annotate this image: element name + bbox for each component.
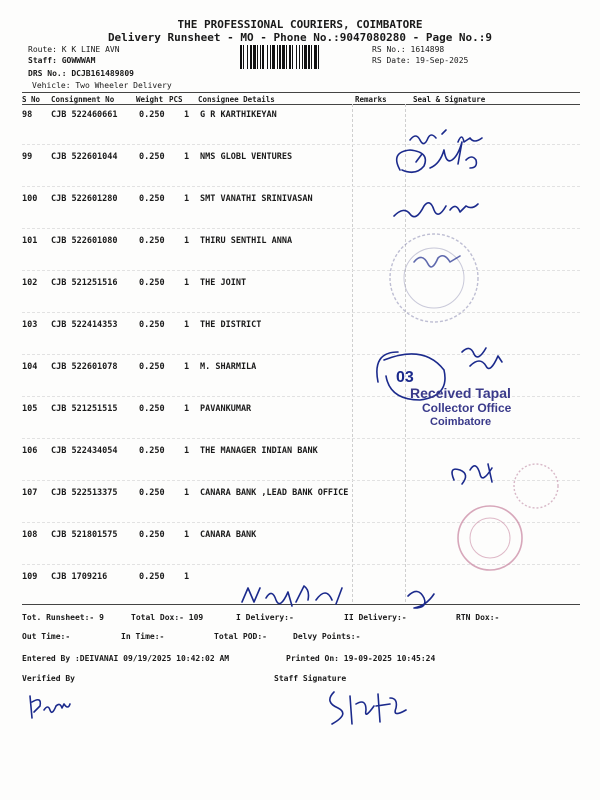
tot-runsheet: Tot. Runsheet:- 9: [22, 613, 104, 622]
total-dox: Total Dox:- 109: [131, 613, 204, 622]
seal-stamp-faded: [374, 232, 524, 332]
rs-number: RS No.: 1614898: [372, 45, 445, 54]
row-pcs: 1: [184, 572, 190, 582]
row-sno: 105: [22, 404, 38, 414]
row-weight: 0.250: [139, 152, 165, 162]
row-pcs: 1: [184, 278, 190, 288]
header-bottom-rule: [22, 104, 580, 105]
row-consignment: CJB 521251515: [51, 404, 118, 414]
row-consignee: THE MANAGER INDIAN BANK: [200, 446, 318, 456]
row-weight: 0.250: [139, 194, 165, 204]
barcode-bar: [272, 45, 275, 69]
row-sno: 107: [22, 488, 38, 498]
stamp-line1: Received Tapal: [410, 385, 511, 401]
row-sno: 108: [22, 530, 38, 540]
barcode-bar: [260, 45, 261, 69]
row-pcs: 1: [184, 530, 190, 540]
row-weight: 0.250: [139, 488, 165, 498]
barcode-bar: [299, 45, 300, 69]
ii-delivery: II Delivery:-: [344, 613, 407, 622]
row-sno: 103: [22, 320, 38, 330]
barcode: [240, 45, 366, 69]
row-sno: 102: [22, 278, 38, 288]
row-weight: 0.250: [139, 530, 165, 540]
total-pod: Total POD:-: [214, 632, 267, 641]
row-pcs: 1: [184, 110, 190, 120]
row-consignment: CJB 1709216: [51, 572, 108, 582]
row-weight: 0.250: [139, 278, 165, 288]
rtn-dox: RTN Dox:-: [456, 613, 500, 622]
row-consignee: M. SHARMILA: [200, 362, 257, 372]
row-consignment: CJB 522434054: [51, 446, 118, 456]
barcode-bar: [292, 45, 293, 69]
row-sno: 100: [22, 194, 38, 204]
col-signature: Seal & Signature: [413, 95, 486, 104]
row-consignee: CANARA BANK ,LEAD BANK OFFICE: [200, 488, 349, 498]
vehicle-label: Vehicle: Two Wheeler Delivery: [32, 81, 172, 90]
stamp-line3: Coimbatore: [430, 416, 492, 428]
row-weight: 0.250: [139, 572, 165, 582]
barcode-bar: [279, 45, 281, 69]
staff-signature: [320, 684, 410, 734]
row-consignee: THE DISTRICT: [200, 320, 262, 330]
barcode-bar: [282, 45, 285, 69]
row-weight: 0.250: [139, 404, 165, 414]
row-sno: 104: [22, 362, 38, 372]
header-top-rule: [22, 92, 580, 93]
barcode-bar: [286, 45, 287, 69]
rs-date: RS Date: 19-Sep-2025: [372, 56, 469, 65]
signature-row-98-99-100: [380, 120, 510, 230]
runsheet-subtitle: Delivery Runsheet - MO - Phone No.:9047080280 - Page No.:9: [107, 31, 493, 44]
row-sno: 109: [22, 572, 38, 582]
row-pcs: 1: [184, 446, 190, 456]
barcode-bar: [296, 45, 297, 69]
col-sno: S No: [22, 95, 41, 104]
staff-label: Staff: GOWWWAM: [28, 56, 96, 65]
row-consignment: CJB 522601280: [51, 194, 118, 204]
row-pcs: 1: [184, 194, 190, 204]
row-pcs: 1: [184, 320, 190, 330]
row-consignment: CJB 522460661: [51, 110, 118, 120]
row-consignee: SMT VANATHI SRINIVASAN: [200, 194, 313, 204]
barcode-bar: [243, 45, 244, 69]
staff-signature-label: Staff Signature: [274, 674, 347, 683]
row-consignment: CJB 521251516: [51, 278, 118, 288]
barcode-bar: [270, 45, 271, 69]
barcode-bar: [289, 45, 291, 69]
col-consignee: Consignee Details: [198, 95, 275, 104]
row-sno: 101: [22, 236, 38, 246]
barcode-bar: [247, 45, 248, 69]
company-title: THE PROFESSIONAL COURIERS, COIMBATORE: [177, 18, 423, 31]
row-consignee: THIRU SENTHIL ANNA: [200, 236, 293, 246]
row-weight: 0.250: [139, 110, 165, 120]
column-divider: [352, 104, 353, 602]
verified-signature: [24, 688, 94, 728]
row-consignee: NMS GLOBL VENTURES: [200, 152, 293, 162]
route-label: Route: K K LINE AVN: [28, 45, 120, 54]
row-consignment: CJB 522601044: [51, 152, 118, 162]
row-weight: 0.250: [139, 320, 165, 330]
svg-text:03: 03: [396, 369, 414, 386]
row-pcs: 1: [184, 488, 190, 498]
barcode-bar: [250, 45, 252, 69]
row-pcs: 1: [184, 152, 190, 162]
printed-on: Printed On: 19-09-2025 10:45:24: [286, 654, 436, 663]
barcode-bar: [267, 45, 268, 69]
row-pcs: 1: [184, 236, 190, 246]
barcode-bar: [314, 45, 317, 69]
row-weight: 0.250: [139, 362, 165, 372]
barcode-bar: [277, 45, 278, 69]
barcode-bar: [262, 45, 264, 69]
row-weight: 0.250: [139, 446, 165, 456]
row-consignee: G R KARTHIKEYAN: [200, 110, 277, 120]
in-time: In Time:-: [121, 632, 165, 641]
barcode-bar: [304, 45, 307, 69]
barcode-bar: [311, 45, 312, 69]
entered-by: Entered By :DEIVANAI 09/19/2025 10:42:02 AM: [22, 654, 230, 663]
seal-stamp-pink: [440, 450, 560, 580]
row-sno: 99: [22, 152, 33, 162]
col-pcs: PCS: [169, 95, 183, 104]
row-consignee: PAVANKUMAR: [200, 404, 252, 414]
barcode-bar: [257, 45, 258, 69]
col-remarks: Remarks: [355, 95, 387, 104]
row-consignment: CJB 521801575: [51, 530, 118, 540]
barcode-bar: [253, 45, 256, 69]
drs-number: DRS No.: DCJB161489809: [28, 69, 134, 78]
i-delivery: I Delivery:-: [236, 613, 294, 622]
barcode-bar: [318, 45, 319, 69]
row-pcs: 1: [184, 362, 190, 372]
col-consignment: Consignment No: [51, 95, 115, 104]
row-consignee: CANARA BANK: [200, 530, 257, 540]
row-weight: 0.250: [139, 236, 165, 246]
col-weight: Weight: [136, 95, 164, 104]
barcode-bar: [240, 45, 242, 69]
verified-by-label: Verified By: [22, 674, 75, 683]
row-consignment: CJB 522601080: [51, 236, 118, 246]
signature-bottom-row: [236, 578, 466, 614]
row-sno: 106: [22, 446, 38, 456]
row-consignee: THE JOINT: [200, 278, 247, 288]
delvy-points: Delvy Points:-: [293, 632, 361, 641]
stamp-line2: Collector Office: [422, 401, 512, 415]
row-consignment: CJB 522601078: [51, 362, 118, 372]
row-pcs: 1: [184, 404, 190, 414]
barcode-bar: [302, 45, 303, 69]
row-sno: 98: [22, 110, 33, 120]
out-time: Out Time:-: [22, 632, 71, 641]
barcode-bar: [308, 45, 310, 69]
received-tapal-stamp: [370, 322, 570, 442]
row-consignment: CJB 522414353: [51, 320, 118, 330]
row-consignment: CJB 522513375: [51, 488, 118, 498]
